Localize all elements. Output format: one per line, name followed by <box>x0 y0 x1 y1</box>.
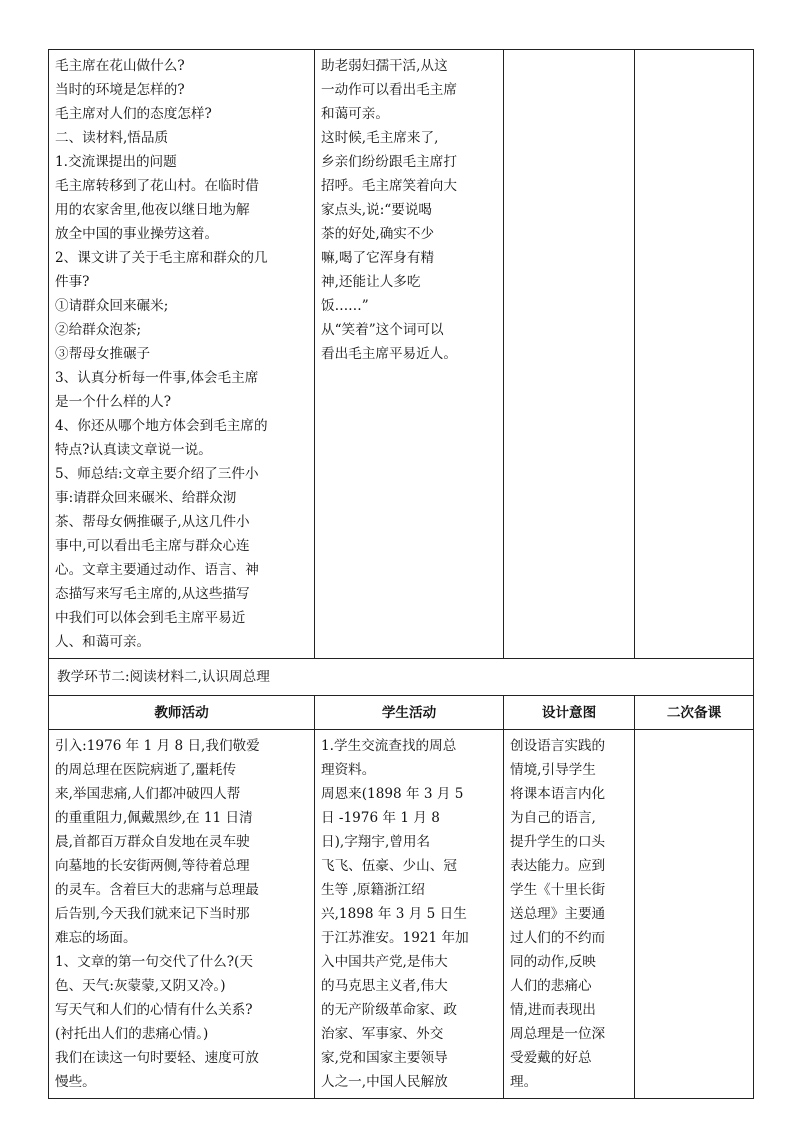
header-second-preparation: 二次备课 <box>635 696 754 730</box>
header-row <box>49 696 754 730</box>
design-intent-cell: 创设语言实践的 情境,引导学生 将课本语言内化 为自己的语言, 提升学生的口头 表达能力。应到 学生《十里长街 送总理》主要通 过人们的不约而 同的动作,反映 人们的悲痛心 情,进而表现出 周总理是一位深 受爱戴的好总 理。 <box>504 730 635 1099</box>
upper-content-row <box>49 50 754 659</box>
lower-content-row <box>49 730 754 1099</box>
header-teacher-activity: 教师活动 <box>49 696 315 730</box>
lesson-plan-table <box>48 49 754 1099</box>
design-intent-cell <box>504 50 635 659</box>
header-design-intent: 设计意图 <box>504 696 635 730</box>
header-student-activity: 学生活动 <box>315 696 504 730</box>
second-preparation-cell <box>635 50 754 659</box>
student-activity-cell: 助老弱妇孺干活,从这 一动作可以看出毛主席 和蔼可亲。 这时候,毛主席来了, 乡亲们纷纷跟毛主席打 招呼。毛主席笑着向大 家点头,说:“要说喝 茶的好处,确实不少 嘛,喝了它浑身有精 神,还能让人多吃 饭……” 从“笑着”这个词可以 看出毛主席平易近人。 <box>315 50 504 659</box>
teacher-activity-cell: 引入:1976 年 1 月 8 日,我们敬爱 的周总理在医院病逝了,噩耗传 来,举国悲痛,人们都冲破四人帮 的重重阻力,佩戴黑纱,在 11 日清 晨,首都百万群众自发地在灵车驶 向墓地的长安街两侧,等待着总理 的灵车。含着巨大的悲痛与总理最 后告别,今天我们就来记下当时那 难忘的场面。 1、文章的第一句交代了什么?(天 色、天气:灰蒙蒙,又阴又冷。) 写天气和人们的心情有什么关系? (衬托出人们的悲痛心情。) 我们在读这一句时要轻、速度可放 慢些。 <box>49 730 315 1099</box>
second-preparation-cell <box>635 730 754 1099</box>
student-activity-cell: 1.学生交流查找的周总 理资料。 周恩来(1898 年 3 月 5 日 -1976 年 1 月 8 日),字翔宇,曾用名 飞飞、伍豪、少山、冠 生等 ,原籍浙江绍 兴,1898 年 3 月 5 日生 于江苏淮安。1921 年加 入中国共产党,是伟大 的马克思主义者,伟大 的无产阶级革命家、政 治家、军事家、外交 家,党和国家主要领导 人之一,中国人民解放 <box>315 730 504 1099</box>
section-title: 教学环节二:阅读材料二,认识周总理 <box>49 659 754 696</box>
section-row <box>49 659 754 696</box>
teacher-activity-cell: 毛主席在花山做什么? 当时的环境是怎样的? 毛主席对人们的态度怎样? 二、读材料,悟品质 1.交流课提出的问题 毛主席转移到了花山村。在临时借 用的农家舍里,他夜以继日地为解 放全中国的事业操劳这着。 2、课文讲了关于毛主席和群众的几 件事? ①请群众回来碾米; ②给群众泡茶; ③帮母女推碾子 3、认真分析每一件事,体会毛主席 是一个什么样的人? 4、你还从哪个地方体会到毛主席的 特点?认真读文章说一说。 5、师总结:文章主要介绍了三件小 事:请群众回来碾米、给群众沏 茶、帮母女俩推碾子,从这几件小 事中,可以看出毛主席与群众心连 心。文章主要通过动作、语言、神 态描写来写毛主席的,从这些描写 中我们可以体会到毛主席平易近 人、和蔼可亲。 <box>49 50 315 659</box>
